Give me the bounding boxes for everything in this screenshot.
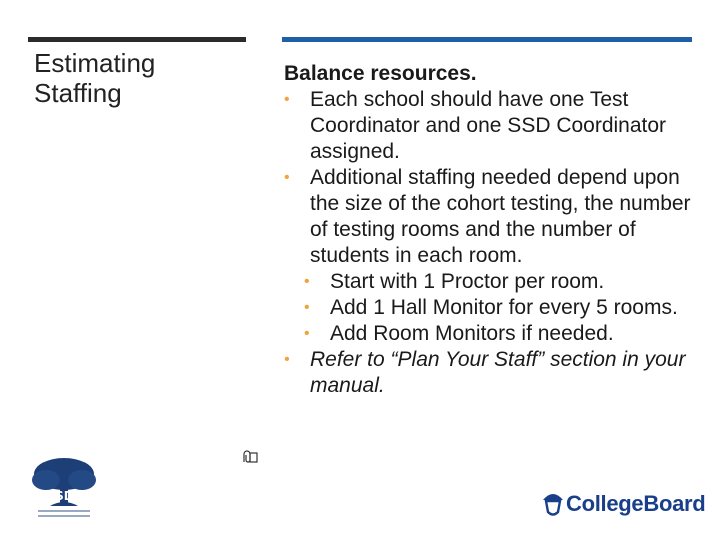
bullet-dot-icon: • [284,351,290,368]
content-rule [282,37,692,42]
bullet-text: Each school should have one Test Coordinator and one SSD Coordinator assigned. [310,88,667,163]
sub-bullet-text: Add 1 Hall Monitor for every 5 rooms. [330,296,678,319]
bullet-dot-icon: • [304,299,310,316]
csde-logo [26,454,102,524]
bullet-dot-icon: • [304,273,310,290]
bullet-item [284,87,704,165]
svg-text:CSDE: CSDE [46,489,82,503]
bullet-text: Refer to “Plan Your Staff” section in your manual. [310,348,686,397]
content-body [284,61,704,399]
bullet-dot-icon: • [284,169,290,186]
bullet-item [284,347,704,399]
collegeboard-wordmark: CollegeBoard [566,491,706,516]
sub-bullet-item [304,295,704,321]
sub-bullet-text: Start with 1 Proctor per room. [330,270,605,293]
title-rule [28,37,246,42]
collegeboard-logo [540,490,705,518]
attachment-icon[interactable] [241,450,259,469]
content-heading: Balance resources. [284,62,477,85]
acorn-icon [540,490,566,518]
bullet-dot-icon: • [284,91,290,108]
bullet-text: Additional staffing needed depend upon the size of the cohort testing, the number of testing rooms and the number of students in each room. [310,166,691,267]
bullet-dot-icon: • [304,325,310,342]
slide-title: Estimating Staffing [34,48,156,108]
bullet-item [284,165,704,269]
sub-bullet-item [304,321,704,347]
sub-bullet-text: Add Room Monitors if needed. [330,322,614,345]
sub-bullet-item [304,269,704,295]
